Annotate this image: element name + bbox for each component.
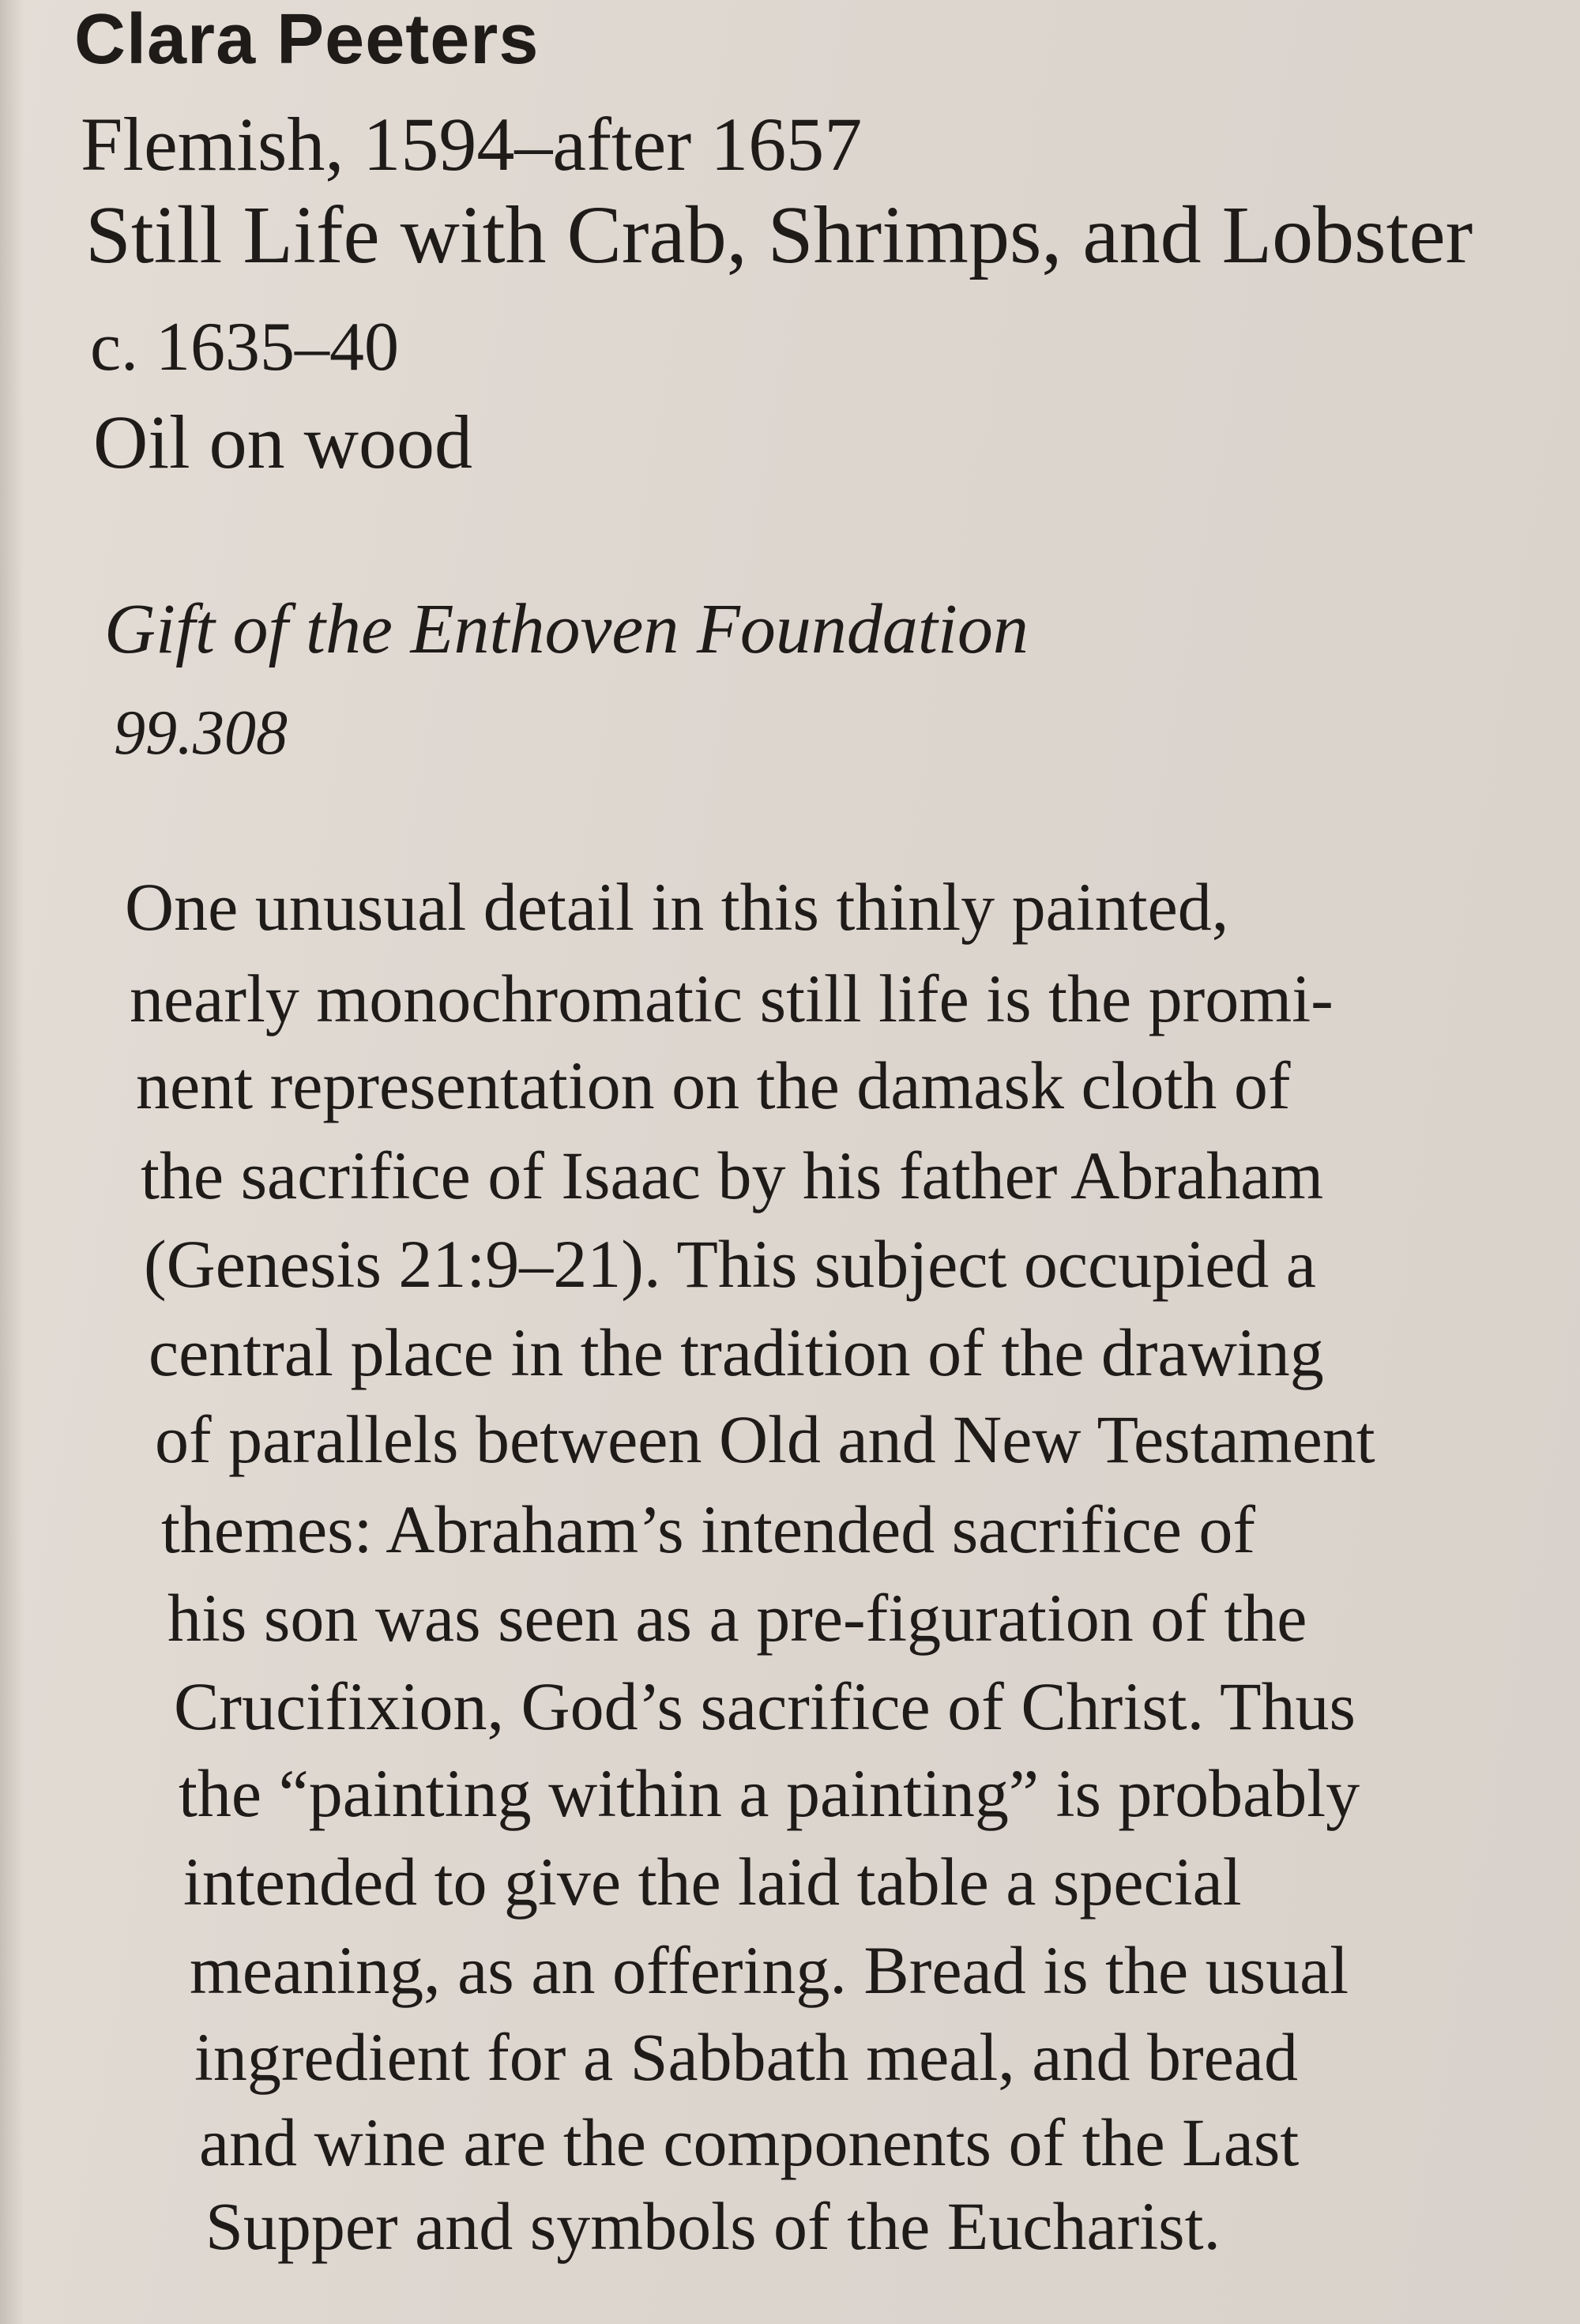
description-line: ingredient for a Sabbath meal, and bread [194, 2019, 1298, 2095]
description-line: the “painting within a painting” is probably [179, 1755, 1360, 1831]
description-line: Crucifixion, God’s sacrifice of Christ. Thus [174, 1668, 1356, 1744]
description-line: Supper and symbols of the Eucharist. [205, 2188, 1221, 2264]
description-line: nearly monochromatic still life is the promi- [130, 961, 1334, 1036]
description-line: meaning, as an offering. Bread is the usual [190, 1932, 1349, 2008]
artwork-title: Still Life with Crab, Shrimps, and Lobster [85, 190, 1473, 280]
description-line: themes: Abraham’s intended sacrifice of [161, 1491, 1256, 1567]
credit-line: Gift of the Enthoven Foundation [104, 590, 1029, 668]
description-line: One unusual detail in this thinly painted, [125, 869, 1229, 945]
description-line: and wine are the components of the Last [199, 2104, 1300, 2180]
artwork-date: c. 1635–40 [90, 309, 400, 385]
description-line: intended to give the laid table a special [183, 1844, 1242, 1920]
description-line: his son was seen as a pre-figuration of the [167, 1580, 1307, 1656]
description-line: central place in the tradition of the drawing [149, 1314, 1324, 1390]
artwork-medium: Oil on wood [93, 400, 472, 484]
artist-name: Clara Peeters [74, 0, 540, 79]
description-line: the sacrifice of Isaac by his father Abraham [141, 1138, 1324, 1213]
description-line: of parallels between Old and New Testament [155, 1401, 1375, 1477]
description-line: (Genesis 21:9–21). This subject occupied a [144, 1226, 1316, 1302]
artist-nationality-dates: Flemish, 1594–after 1657 [81, 102, 863, 186]
description-line: nent representation on the damask cloth of [136, 1047, 1291, 1123]
accession-number: 99.308 [114, 698, 288, 768]
